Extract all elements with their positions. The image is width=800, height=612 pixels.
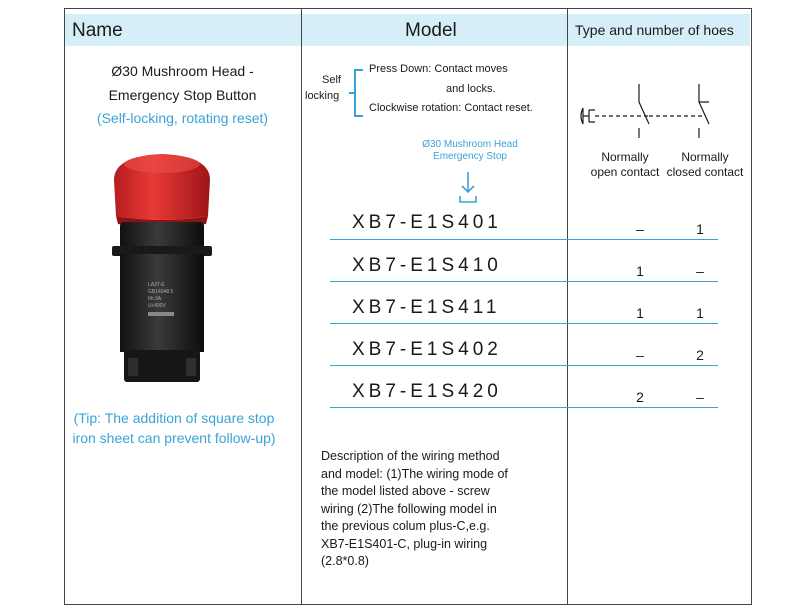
row-divider-4 (330, 365, 718, 366)
no-contact-label-line2: open contact (590, 165, 660, 179)
description-line: XB7-E1S401-C, plug-in wiring (321, 536, 488, 551)
column-divider-2 (301, 8, 302, 604)
nc-contact-label-line1: Normally (681, 150, 729, 164)
svg-text:Ui:400V: Ui:400V (148, 303, 166, 309)
self-locking-label-line1: Self (322, 74, 341, 86)
svg-text:Ith:3A: Ith:3A (148, 296, 162, 302)
nc-count-3: 1 (696, 305, 704, 321)
column-divider-4 (751, 8, 752, 604)
no-count-3: 1 (636, 305, 644, 321)
description-line: (2.8*0.8) (321, 554, 369, 568)
model-caption-line1: Ø30 Mushroom Head (422, 139, 518, 150)
product-title-line1: Ø30 Mushroom Head - (111, 63, 254, 79)
bracket-icon (347, 68, 365, 118)
press-down-line1: Press Down: Contact moves (369, 63, 508, 75)
table-top-border (64, 8, 752, 9)
model-code-5: XB7-E1S420 (352, 381, 502, 402)
nc-contact-label-line2: closed contact (666, 165, 744, 179)
down-arrow-icon (457, 170, 479, 204)
model-code-3: XB7-E1S411 (352, 297, 501, 318)
header-type: Type and number of hoes (575, 22, 734, 38)
table-bottom-border (64, 604, 752, 605)
nc-count-4: 2 (696, 347, 704, 363)
description-line: wiring (2)The following model in (321, 501, 497, 516)
column-divider-3 (567, 8, 568, 604)
model-caption-line2: Emergency Stop (433, 151, 507, 162)
press-down-line2: and locks. (446, 83, 496, 95)
tip-line1: (Tip: The addition of square stop (73, 410, 275, 426)
description-line: Description of the wiring method (321, 449, 500, 463)
description-line: and model: (1)The wiring mode of (321, 466, 508, 481)
model-code-2: XB7-E1S410 (352, 255, 502, 276)
self-locking-label-line2: locking (305, 90, 340, 102)
no-count-2: 1 (636, 263, 644, 279)
nc-count-5: – (696, 389, 704, 405)
svg-text:GB14048.5: GB14048.5 (148, 289, 174, 295)
model-code-4: XB7-E1S402 (352, 339, 502, 360)
tip-line2: iron sheet can prevent follow-up) (72, 430, 276, 446)
nc-count-2: – (696, 263, 704, 279)
no-count-1: – (636, 221, 644, 237)
header-name: Name (72, 20, 123, 41)
header-model: Model (405, 20, 457, 41)
svg-text:LA37-E: LA37-E (148, 282, 165, 288)
row-divider-5 (330, 407, 718, 408)
no-count-5: 2 (636, 389, 644, 405)
product-subtitle: (Self-locking, rotating reset) (96, 110, 269, 126)
row-divider-2 (330, 281, 718, 282)
description-line: the previous colum plus-C,e.g. (321, 519, 490, 533)
model-code-1: XB7-E1S401 (352, 212, 502, 233)
emergency-stop-button-image (106, 150, 218, 386)
row-divider-1 (330, 239, 718, 240)
description-line: the model listed above - screw (321, 484, 490, 498)
wiring-description (321, 448, 561, 571)
no-count-4: – (636, 347, 644, 363)
contact-symbol-icon (577, 80, 727, 140)
no-contact-label-line1: Normally (601, 150, 649, 164)
rotate-reset: Clockwise rotation: Contact reset. (369, 102, 533, 114)
nc-count-1: 1 (696, 221, 704, 237)
product-title-line2: Emergency Stop Button (108, 87, 257, 103)
row-divider-3 (330, 323, 718, 324)
